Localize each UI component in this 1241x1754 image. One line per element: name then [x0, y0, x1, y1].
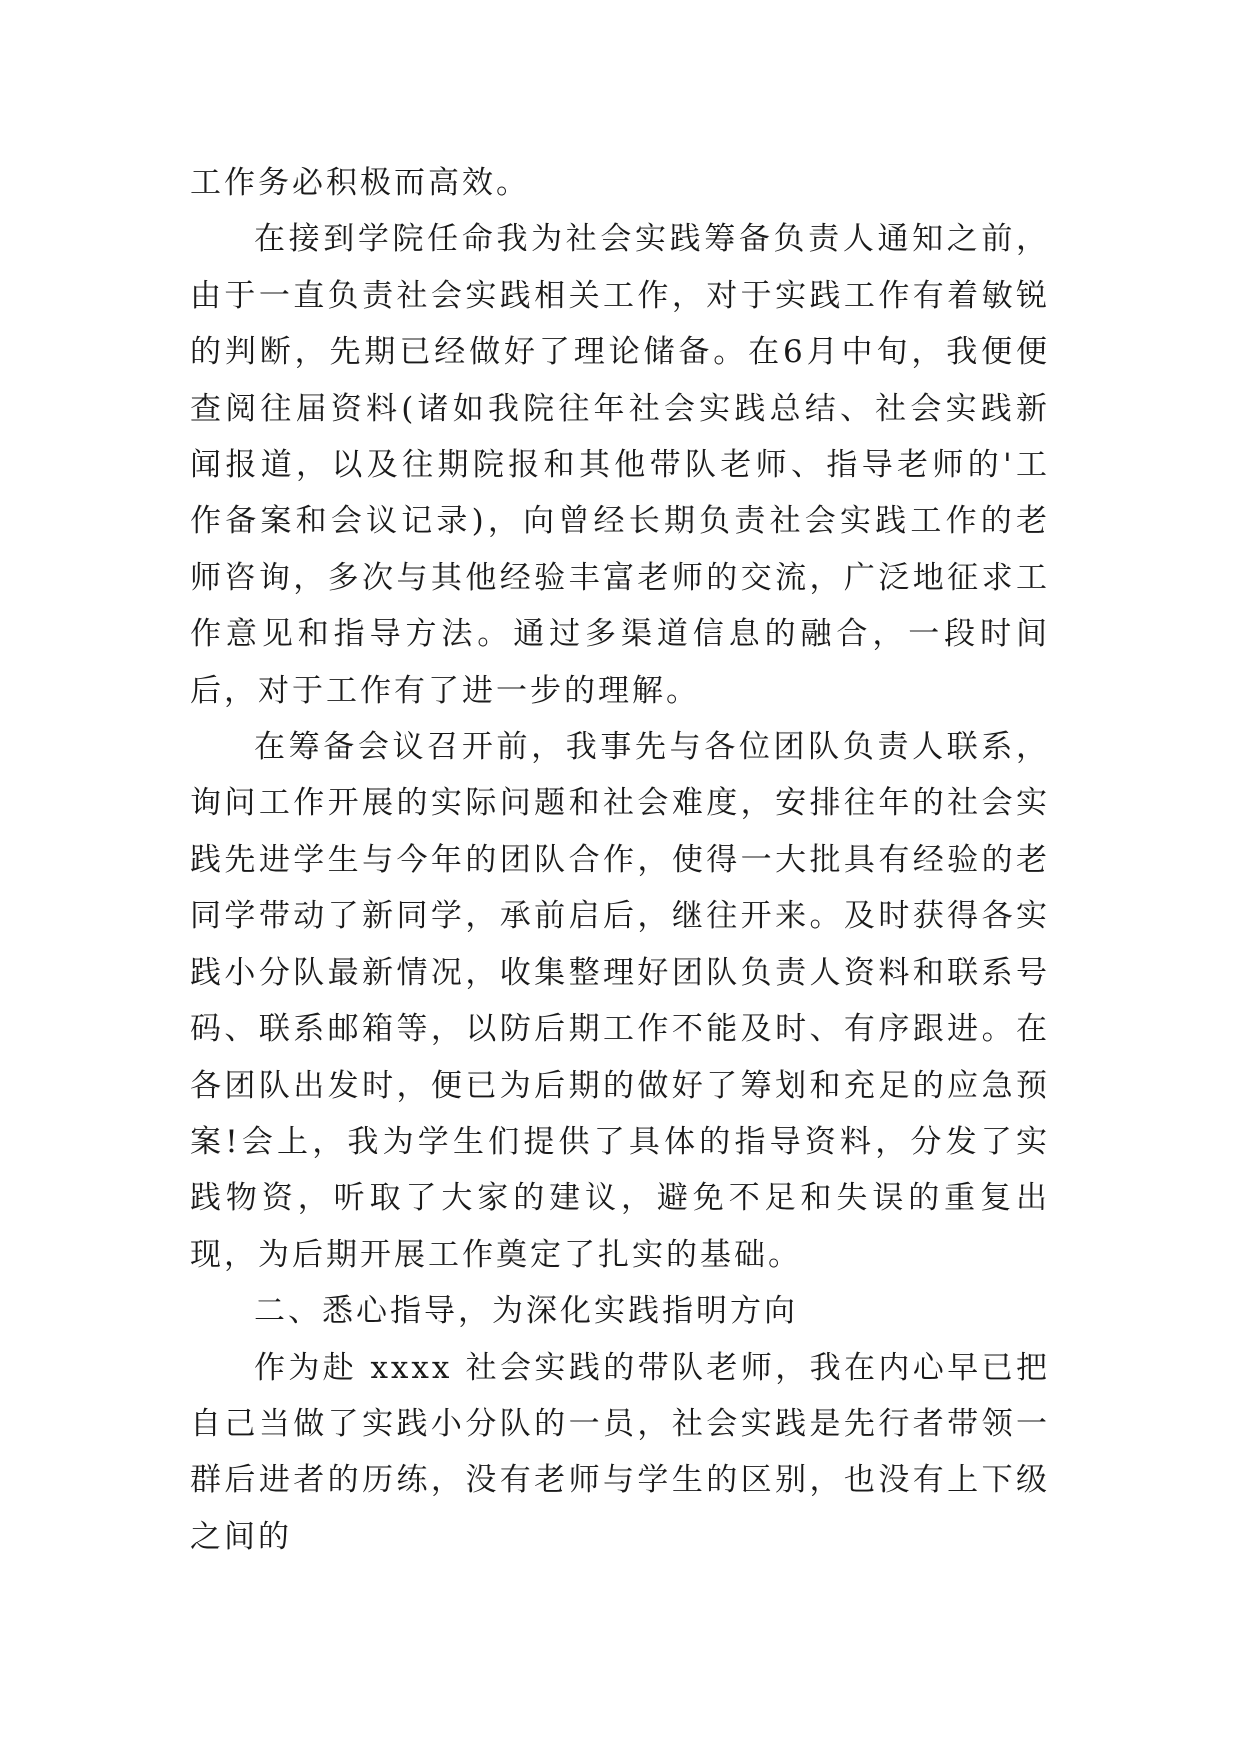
paragraph-meeting: 在筹备会议召开前，我事先与各位团队负责人联系，询问工作开展的实际问题和社会难度，安排往年的社会实践先进学生与今年的团队合作，使得一大批具有经验的老同学带动了新同学，承前启后，继往开来。及时获得各实践小分队最新情况，收集整理好团队负责人资料和联系号码、联系邮箱等，以防后期工作不能及时、有序跟进。在各团队出发时，便已为后期的做好了筹划和充足的应急预案!会上，我为学生们提供了具体的指导资料，分发了实践物资，听取了大家的建议，避免不足和失误的重复出现，为后期开展工作奠定了扎实的基础。 [190, 729, 1050, 1273]
document-body [190, 155, 1050, 1565]
paragraph-preparation: 在接到学院任命我为社会实践筹备负责人通知之前，由于一直负责社会实践相关工作，对于实践工作有着敏锐的判断，先期已经做好了理论储备。在6月中旬，我便便查阅往届资料(诸如我院往年社会实践总结、社会实践新闻报道，以及往期院报和其他带队老师、指导老师的'工作备案和会议记录)，向曾经长期负责社会实践工作的老师咨询，多次与其他经验丰富老师的交流，广泛地征求工作意见和指导方法。通过多渠道信息的融合，一段时间后，对于工作有了进一步的理解。 [190, 221, 1050, 709]
paragraph-continuation: 工作务必积极而高效。 [190, 165, 530, 201]
section-heading-guidance: 二、悉心指导，为深化实践指明方向 [254, 1293, 798, 1330]
paragraph-team-leader: 作为赴 xxxx 社会实践的带队老师，我在内心早已把自己当做了实践小分队的一员，社会实践是先行者带领一群后进者的历练，没有老师与学生的区别，也没有上下级之间的 [190, 1349, 1050, 1555]
